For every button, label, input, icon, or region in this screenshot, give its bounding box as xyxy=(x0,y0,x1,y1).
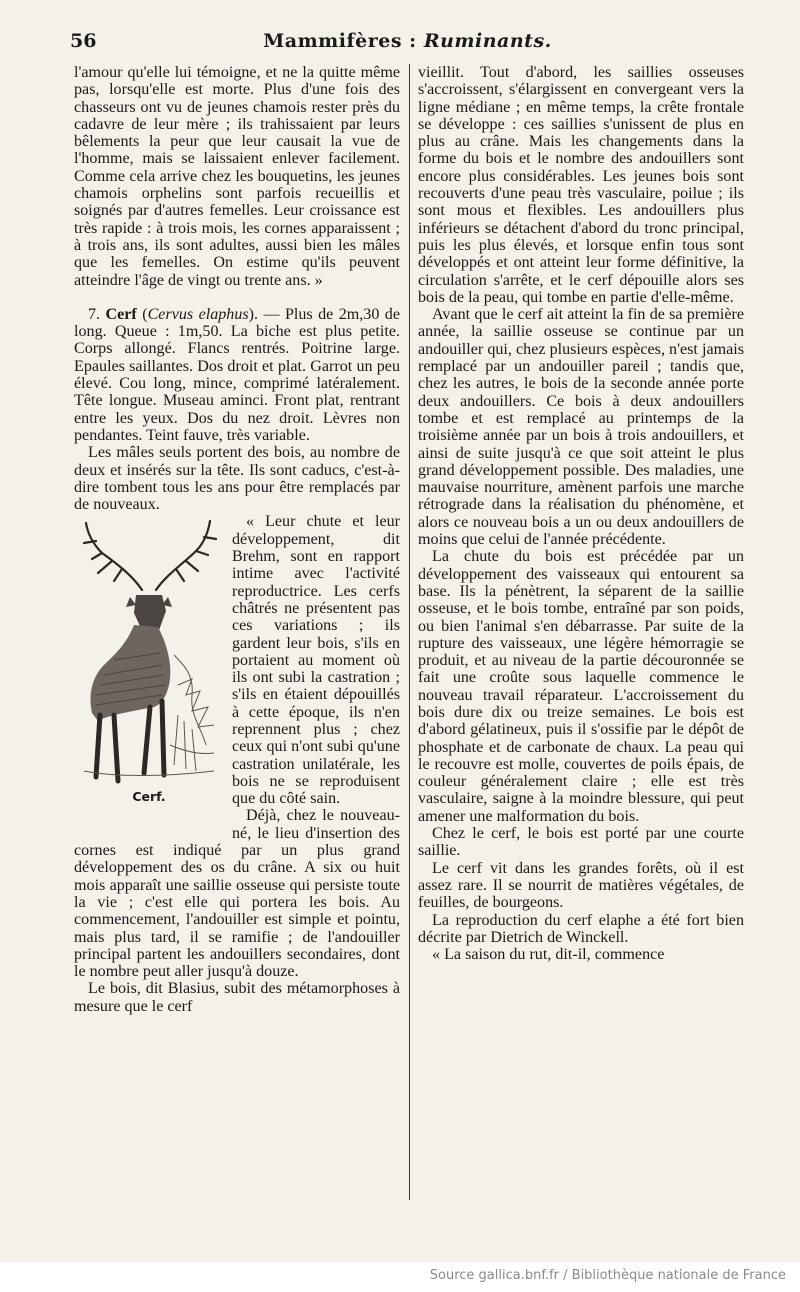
paragraph: Avant que le cerf ait atteint la fin de sa première année, la saillie osseuse se continue par un andouiller qui, chez plusieurs espèces, n'est jamais remplacé par un andouiller pareil ; tandis que, chez les autres, le bois de la seconde année porte deux andouillers. Ce bois à deux andouillers tombe et est remplacé au printemps de la troisième année par un bois à trois andouillers, et ainsi de suite jusqu'à ce que soit atteint le plus grand développement possible. Des maladies, une mauvaise nourriture, amènent parfois une marche rétrograde dans la réalisation du phénomène, et alors ce nouveau bois a un ou deux andouillers de moins que celui de l'année précédente. xyxy=(418,306,744,549)
running-title-italic: Ruminants. xyxy=(423,30,552,52)
paragraph: « Leur chute et leur développement, dit Brehm, sont en rapport intime avec l'activité reproductrice. Les cerfs châtrés ne présentent pas ces variations ; ils gardent leur bois, s'ils en portaient au moment où ils ont subi la castration ; s'ils en étaient dépouillés à cette époque, ils n'en reprennent plus ; chez ceux qui n'ont subi qu'une castration unilatérale, les bois ne se reproduisent que du côté sain. xyxy=(232,513,400,808)
paragraph: Les mâles seuls portent des bois, au nombre de deux et insérés sur la tête. Ils sont caducs, c'est-à-dire tombent tous les ans pour être remplacés par de nouveaux. xyxy=(74,444,400,514)
paragraph: vieillit. Tout d'abord, les saillies osseuses s'accroissent, s'élargissent en convergeant vers la ligne médiane ; en même temps, la crête frontale se développe : ces saillies s'unissent de plus en plus au crâne. Mais les changements dans la forme du bois et le nombre des andouillers sont encore plus considérables. Les jeunes bois sont recouverts d'une peau très vasculaire, poilue ; ils sont mous et flexibles. Les andouillers plus inférieurs se détachent d'abord du tronc principal, puis les plus élevés, et lorsque enfin tous sont développés et ont atteint leur forme définitive, la circulation s'arrête, et le cerf dépouille alors ses bois de la peau, qui tombe en partie d'elle-même. xyxy=(418,64,744,306)
article-cerf xyxy=(74,306,400,444)
column-divider xyxy=(409,64,410,1200)
paragraph: La reproduction du cerf elaphe a été fort bien décrite par Dietrich de Winckell. xyxy=(418,911,744,946)
paragraph: « La saison du rut, dit-il, commence xyxy=(432,946,665,964)
running-title xyxy=(70,30,745,52)
page-number: 56 xyxy=(70,30,97,52)
running-title-main: Mammifères : xyxy=(263,30,424,52)
figure-caption: Cerf. xyxy=(132,789,166,805)
paragraph: La chute du bois est précédée par un développement des vaisseaux qui entourent sa base. Ils la pénètrent, la séparent de la saillie osseuse, et le bois tombe, entraîné par son poids, ou bien l'animal s'en débarrasse. Par suite de la rupture des vaisseaux, une légère hémorragie se produit, et au niveau de la partie découronnée se fait une croûte sous laquelle commence le nouveau travail réparateur. L'accroissement du bois dure dix ou treize semaines. Le bois est d'abord gélatineux, puis il s'ossifie par le dépôt de phosphate et de carbonate de chaux. La peau qui le recouvre est molle, couvertes de poils épais, de couleur généralement claire ; elle est très vasculaire, saigne à la moindre blessure, qui peut amener une malformation du bois. xyxy=(418,548,744,825)
article-description: ). — Plus de 2m,30 de long. Queue : 1m,50. La biche est plus petite. Corps allongé. Flancs rentrés. Poitrine large. Epaules saillantes. Dos droit et plat. Garrot un peu élevé. Cou long, mince, comprimé latéralement. Tête longue. Museau aminci. Front plat, rentrant entre les yeux. Dos du nez droit. Lèvres non pendantes. Teint fauve, très variable. xyxy=(74,305,400,444)
right-column xyxy=(418,64,744,1204)
paragraph: Déjà, chez le nouveau-né, le lieu d'insertion des cornes est indiqué par un plus grand développement des os du crâne. A six ou huit mois apparaît une saillie osseuse qui persiste toute la vie ; c'est elle qui portera les bois. Au commencement, l'andouiller est simple et pointu, mais plus tard, il se ramifie ; de l'andouiller principal partent les andouillers secondaires, dont le nombre peut aller jusqu'à douze. xyxy=(74,807,400,981)
stag-illustration xyxy=(74,515,224,827)
paragraph: Chez le cerf, le bois est porté par une courte saillie. xyxy=(418,825,744,860)
stag-engraving xyxy=(74,515,224,805)
article-latin-name: Cervus elaphus xyxy=(147,305,249,323)
source-credit: Source gallica.bnf.fr / Bibliothèque nationale de France xyxy=(429,1268,786,1283)
article-heading: Cerf xyxy=(105,305,137,323)
page-header xyxy=(70,26,745,56)
paragraph: Le cerf vit dans les grandes forêts, où il est assez rare. Il se nourrit de matières végétales, de feuilles, de bourgeons. xyxy=(418,859,744,912)
paragraph: l'amour qu'elle lui témoigne, et ne la quitte même pas, lorsqu'elle est morte. Plus d'une fois des chasseurs ont vu de jeunes chamois rester près du cadavre de leur mère ; ils trahissaient par leurs bêlements la peur que leur causait la vue de l'homme, mais se laissaient enlever facilement. Comme cela arrive chez les bouquetins, les jeunes chamois orphelins sont parfois recueillis et soignés par d'autres femelles. Leur croissance est très rapide : à trois mois, les cornes apparaissent ; à trois ans, ils sont adultes, aussi bien les mâles que les femelles. On estime qu'ils peuvent atteindre l'âge de vingt ou trente ans. » xyxy=(74,64,400,289)
source-footer xyxy=(0,1262,800,1292)
left-column xyxy=(74,64,400,1204)
article-paren: ( xyxy=(136,305,148,323)
paragraph: Le bois, dit Blasius, subit des métamorphoses à mesure que le cerf xyxy=(74,980,400,1015)
article-number: 7. xyxy=(88,305,106,323)
